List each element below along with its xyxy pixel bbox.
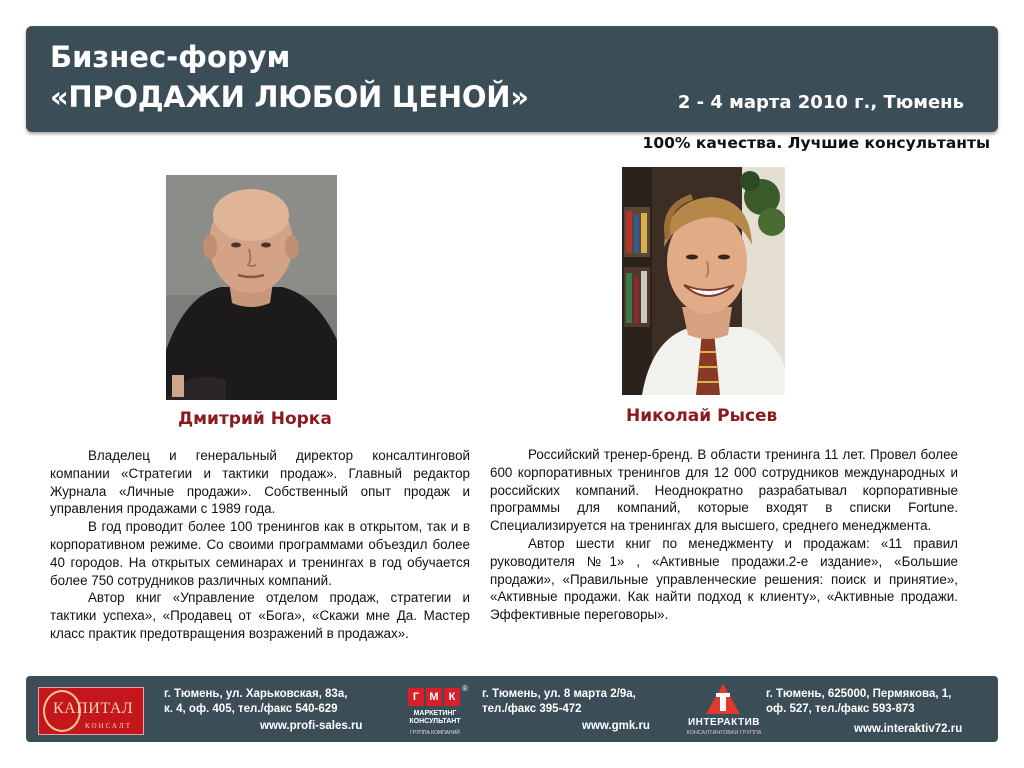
partner1-address-line1: г. Тюмень, ул. Харьковская, 83а, [164,688,348,700]
kapital-logo-sub: КОНСАЛТ [85,722,133,730]
speaker-name-norka: Дмитрий Норка [178,409,332,429]
gmk-logo [404,686,468,738]
gmk-letter-block: М [426,688,442,706]
speaker-photo-norka [166,175,337,400]
partner1-url[interactable]: www.profi-sales.ru [260,720,363,732]
speaker-name-rysev: Николай Рысев [626,406,778,426]
forum-title-line1: Бизнес-форум [50,40,291,74]
forum-title-line2: «ПРОДАЖИ ЛЮБОЙ ЦЕНОЙ» [50,80,529,114]
partner3-address-line2: оф. 527, тел./факс 593-873 [766,703,915,715]
speaker-photo-rysev [622,167,785,395]
bio-paragraph: Автор книг «Управление отделом продаж, стратегии и тактики успеха», «Продавец от «Бога», «Скажи мне Да. Мастер класс практик предотвращения возражений в продажах». [50,590,470,641]
portrait-rysev-illustration [622,167,785,395]
footer-partners [26,676,998,742]
partner3-url[interactable]: www.interaktiv72.ru [854,723,963,735]
registered-mark: ® [462,684,468,693]
partner3-address-line1: г. Тюмень, 625000, Пермякова, 1, [766,688,952,700]
partner1-address-line2: к. 4, оф. 405, тел./факс 540-629 [164,703,338,715]
gmk-letter-blocks [408,688,460,706]
bio-paragraph: В год проводит более 100 тренингов как в открытом, так и в корпоративном режиме. Со своими программами объездил более 40 городов. На открытых семинарах и тренингах в год обучается более 750 сотрудников различных компаний. [50,519,470,588]
partner2-address [482,687,636,717]
kapital-konsalt-logo [38,687,144,735]
gmk-logo-sub: ГРУППА КОМПАНИЙ [410,730,460,736]
partner1-address [164,687,347,717]
gmk-letter-block: К [444,688,460,706]
kapital-logo-word: КАПИТАЛ [53,700,134,717]
portrait-norka-illustration [166,175,337,400]
partner2-address-line1: г. Тюмень, ул. 8 марта 2/9а, [482,688,636,700]
interaktiv-triangle-icon [706,684,740,714]
slogan: 100% качества. Лучшие консультанты [642,134,990,152]
gmk-letter-block: Г [408,688,424,706]
header-banner [26,26,998,132]
bio-paragraph: Владелец и генеральный директор консалтинговой компании «Стратегии и тактики продаж». Главный редактор Журнала «Личные продажи». Собственный опыт продаж и управления продажами с 1989 года. [50,448,470,517]
bio-paragraph: Российский тренер-бренд. В области тренинга 11 лет. Провел более 600 корпоративных тренингов для 12 000 сотрудников международных и российских компаний. Неоднократно разрабатывал корпоративные программы для компаний, которые входят в списки Fortune. Специализируется на тренингах для высшего, среднего менеджмента. [490,447,958,534]
interaktiv-logo-sub: КОНСАЛТИНГОВАЯ ГРУППА [686,730,762,736]
bio-paragraph: Автор шести книг по менеджменту и продажам: «11 правил руководителя №1» , «Активные продажи.2-е издание», «Большие продажи», «Правильные управленческие решения: поиск и принятие», «Активные продажи. Как найти подход к клиенту», «Активные продажи. Эффективные переговоры». [490,535,958,623]
partner2-address-line2: тел./факс 395-472 [482,703,582,715]
interaktiv-logo [684,684,764,738]
gmk-logo-word: МАРКЕТИНГ КОНСУЛЬТАНТ [409,710,461,725]
partner2-url[interactable]: www.gmk.ru [582,720,650,732]
speaker-bio-rysev [490,446,958,624]
forum-date-place: 2 - 4 марта 2010 г., Тюмень [677,92,964,113]
interaktiv-logo-word: ИНТЕРАКТИВ [687,717,761,728]
speaker-bio-norka [50,447,470,643]
partner3-address [766,687,951,717]
